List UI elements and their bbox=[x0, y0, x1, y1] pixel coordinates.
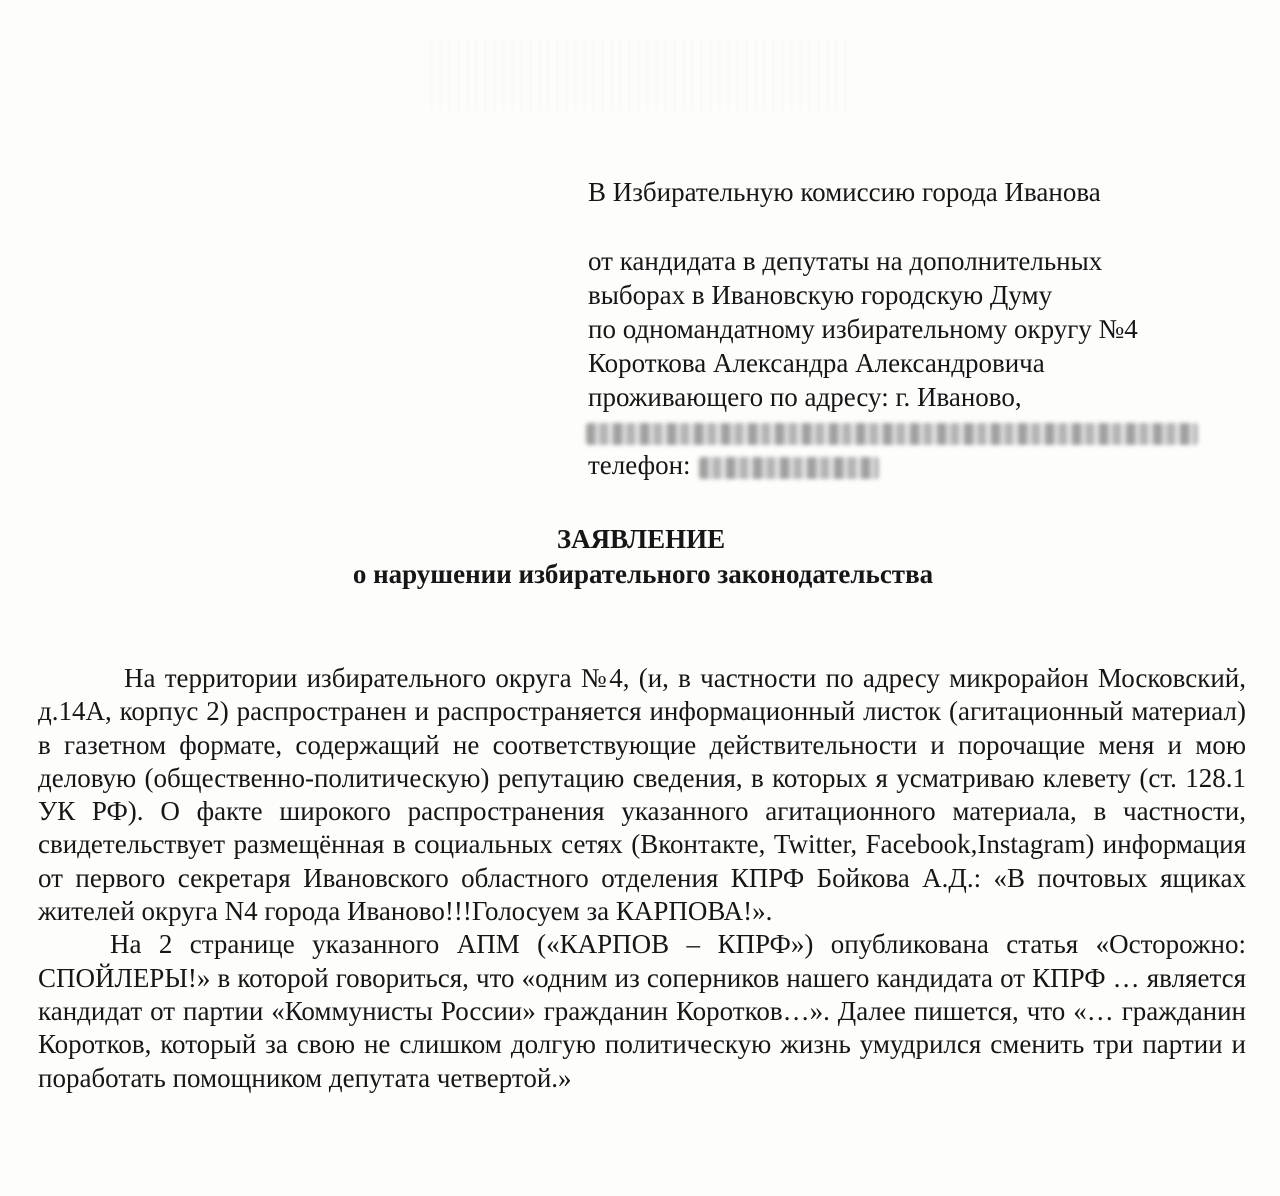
sender-line: по одномандатному избирательному округу №4 bbox=[588, 314, 1138, 344]
body-text bbox=[38, 662, 1246, 1095]
addressee-block bbox=[588, 175, 1248, 482]
sender-name: Короткова Александра Александровича bbox=[588, 348, 1045, 378]
title-subtitle: о нарушении избирательного законодательства bbox=[352, 559, 934, 589]
sender-line: выборах в Ивановскую городскую Думу bbox=[588, 280, 1053, 310]
addressee-line: В Избирательную комиссию города Иванова bbox=[588, 177, 1101, 207]
title-main: ЗАЯВЛЕНИЕ bbox=[556, 524, 726, 554]
sender-line: от кандидата в депутаты на дополнительных bbox=[588, 246, 1103, 276]
phone-label: телефон: bbox=[588, 450, 691, 480]
phone-line bbox=[588, 448, 1248, 482]
scan-artifact bbox=[430, 40, 850, 110]
document-title bbox=[0, 522, 1280, 592]
redacted-address bbox=[586, 423, 1198, 445]
paragraph: На 2 странице указанного АПМ («КАРПОВ – КПРФ») опубликована статья «Осторожно: СПОЙЛЕРЫ!» в которой говориться, что «одним из соперников нашего кандидата от КПРФ … является кандидат от партии «Коммунисты России» гражданин Коротков…». Далее пишется, что «… гражданин Коротков, который за свою не слишком долгую политическую жизнь умудрился сменить три партии и поработать помощником депутата четвертой.» bbox=[38, 929, 1246, 1093]
sender-address-label: проживающего по адресу: г. Иваново, bbox=[588, 382, 1022, 412]
redacted-address-line bbox=[588, 414, 1248, 448]
paragraph: На территории избирательного округа №4, (и, в частности по адресу микрорайон Московский, д.14А, корпус 2) распространен и распространяется информационный листок (агитационный материал) в газетном формате, содержащий не соответствующие действительности и порочащие меня и мою деловую (общественно-политическую) репутацию сведения, в которых я усматриваю клевету (ст. 128.1 УК РФ). О факте широкого распространения указанного агитационного материала, в частности, свидетельствует размещённая в социальных сетях (Вконтакте, Twitter, Facebook,Instagram) информация от первого секретаря Ивановского областного отделения КПРФ Бойкова А.Д.: «В почтовых ящиках жителей округа N4 города Иваново!!!Голосуем за КАРПОВА!». bbox=[38, 663, 1246, 927]
redacted-phone bbox=[699, 457, 879, 479]
